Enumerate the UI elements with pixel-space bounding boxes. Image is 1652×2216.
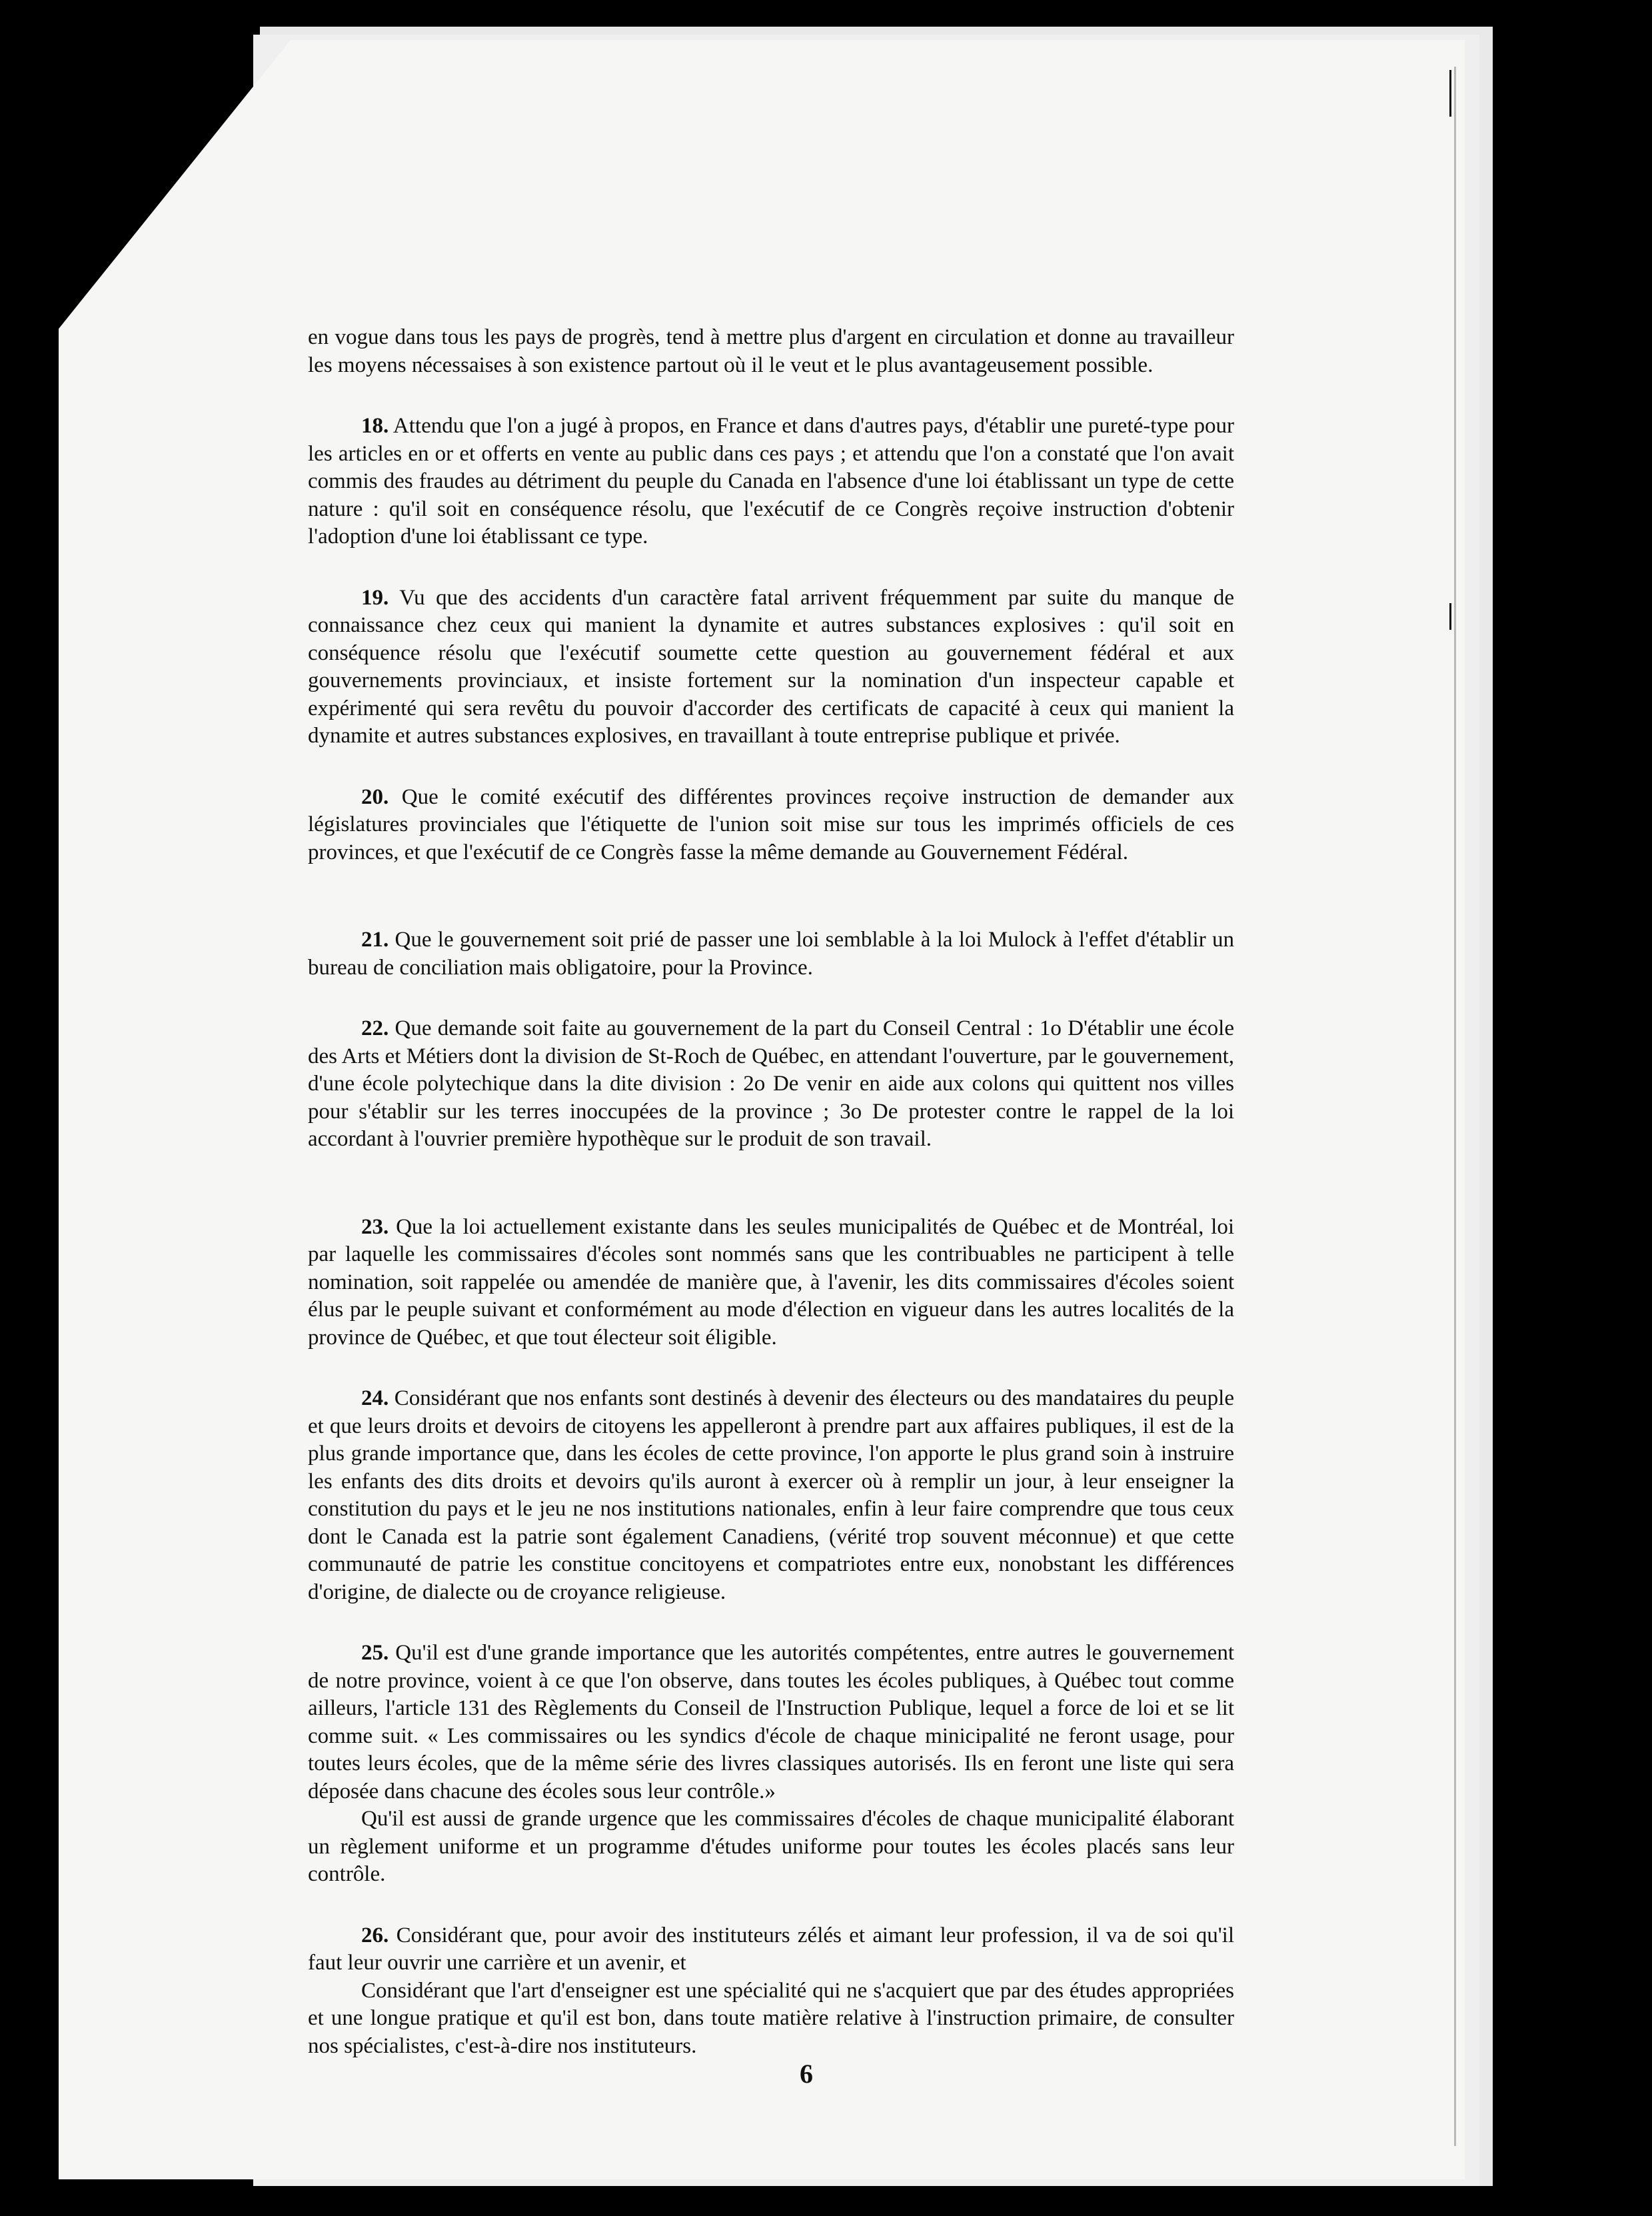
resolution-text: Que le gouvernement soit prié de passer une loi semblable à la loi Mulock à l'effet d'établir un bureau de conciliation mais obligatoire, pour la Province.: [308, 928, 1234, 980]
resolution-continuation: Qu'il est aussi de grande urgence que les commissaires d'écoles de chaque municipalité élaborant un règlement uniforme et un programme d'études uniforme pour toutes les écoles placés sans leur contrôle.: [308, 1807, 1234, 1886]
resolution-26: [308, 1922, 1234, 2061]
resolution-text: Attendu que l'on a jugé à propos, en France et dans d'autres pays, d'établir une pureté-type pour les articles en or et offerts en vente au public dans ces pays ; et attendu que l'on a constaté que l'on avait commis des fraudes au détriment du peuple du Canada en l'absence d'une loi établissant un type de cette nature : qu'il soit en conséquence résolu, que l'exécutif de ce Congrès reçoive instruction d'obtenir l'adoption d'une loi établissant ce type.: [308, 414, 1234, 549]
resolution-number: 25.: [361, 1641, 389, 1665]
resolution-number: 21.: [361, 928, 389, 952]
resolution-number: 23.: [361, 1214, 389, 1239]
resolution-text: Considérant que nos enfants sont destinés à devenir des électeurs ou des mandataires du peuple et que leurs droits et devoirs de citoyens les appelleront à prendre part aux affaires publiques, il est de la plus grande importance que, dans les écoles de cette province, l'on apporte le plus grand soin à instruire les enfants des dits droits et devoirs qu'ils auront à exercer où à remplir un jour, à leur enseigner la constitution du pays et le jeu ne nos institutions nationales, enfin à leur faire comprendre que tous ceux dont le Canada est la patrie sont également Canadiens, (vérité trop souvent méconnue) et que cette communauté de patrie les constitue concitoyens et compatriotes entre eux, nonobstant les différences d'origine, de dialecte ou de croyance religieuse.: [308, 1386, 1234, 1604]
resolution-number: 20.: [361, 784, 389, 809]
resolution-text: Que la loi actuellement existante dans les seules municipalités de Québec et de Montréal, loi par laquelle les commissaires d'écoles sont nommés sans que les contribuables ne participent à telle nomination, soit rappelée ou amendée de manière que, à l'avenir, les dits commissaires d'écoles soient élus par le peuple suivant et conformément au mode d'élection en vigueur dans les autres localités de la province de Québec, et que tout électeur soit éligible.: [308, 1214, 1234, 1350]
resolution-continuation: Considérant que l'art d'enseigner est une spécialité qui ne s'acquiert que par des études appropriées et une longue pratique et qu'il est bon, dans toute matière relative à l'instruction primaire, de consulter nos spécialistes, c'est-à-dire nos instituteurs.: [308, 1978, 1234, 2058]
resolution-text: Que demande soit faite au gouvernement de la part du Conseil Central : 1o D'établir une école des Arts et Métiers dont la division de St-Roch de Québec, en attendant l'ouverture, par le gouvernement, d'une école polytechique dans la dite division : 2o De venir en aide aux colons qui quittent nos villes pour s'établir sur les terres inoccupées de la province ; 3o De protester contre le rappel de la loi accordant à l'ouvrier première hypothèque sur le produit de son travail.: [308, 1016, 1234, 1151]
resolution-number: 24.: [361, 1386, 389, 1410]
resolution-25-body: [308, 1640, 1234, 1805]
resolution-18: [308, 413, 1234, 551]
intro-paragraph: en vogue dans tous les pays de progrès, tend à mettre plus d'argent en circulation et donne au travailleur les moyens nécessaises à son existence partout où il le veut et le plus avantageusement possible.: [308, 325, 1234, 377]
resolution-26-body: [308, 1922, 1234, 1977]
scan-mark: [1449, 603, 1451, 630]
resolution-22: [308, 1015, 1234, 1154]
resolution-number: 22.: [361, 1016, 389, 1040]
resolution-number: 19.: [361, 585, 389, 610]
scan-mark: [1449, 70, 1451, 117]
resolution-number: 18.: [361, 414, 389, 438]
resolution-text: Que le comité exécutif des différentes provinces reçoive instruction de demander aux législatures provinciales que l'étiquette de l'union soit mise sur tous les imprimés officiels de ces provinces, et que l'exécutif de ce Congrès fasse la même demande au Gouvernement Fédéral.: [308, 784, 1234, 864]
resolution-23: [308, 1214, 1234, 1352]
document-body: [308, 324, 1234, 2060]
resolution-21: [308, 926, 1234, 982]
resolution-text: Considérant que, pour avoir des instituteurs zélés et aimant leur profession, il va de soi qu'il faut leur ouvrir une carrière et un avenir, et: [308, 1923, 1234, 1975]
resolution-text: Qu'il est d'une grande importance que les autorités compétentes, entre autres le gouvernement de notre province, voient à ce que l'on observe, dans toutes les écoles publiques, à Québec tout comme ailleurs, l'article 131 des Règlements du Conseil de l'Instruction Publique, lequel a force de loi et se lit comme suit. « Les commissaires ou les syndics d'école de chaque minicipalité ne feront usage, pour toutes leurs écoles, que de la même série des livres classiques autorisés. Ils en feront une liste qui sera déposée dans chacune des écoles sous leur contrôle.»: [308, 1641, 1234, 1803]
resolution-number: 26.: [361, 1923, 389, 1947]
page-number: 6: [800, 2059, 813, 2089]
page-edge: [1454, 67, 1456, 2146]
resolution-19: [308, 584, 1234, 750]
resolution-20: [308, 784, 1234, 867]
resolution-25: [308, 1640, 1234, 1889]
resolution-24: [308, 1385, 1234, 1606]
resolution-text: Vu que des accidents d'un caractère fatal arrivent fréquemment par suite du manque de connaissance chez ceux qui manient la dynamite et autres substances explosives : qu'il soit en conséquence résolu que l'exécutif soumette cette question au gouvernement fédéral et aux gouvernements provinciaux, et insiste fortement sur la nomination d'un inspecteur capable et expérimenté qui sera revêtu du pouvoir d'accorder des certificats de capacité à ceux qui manient la dynamite et autres substances explosives, en travaillant à toute entreprise publique et privée.: [308, 585, 1234, 748]
